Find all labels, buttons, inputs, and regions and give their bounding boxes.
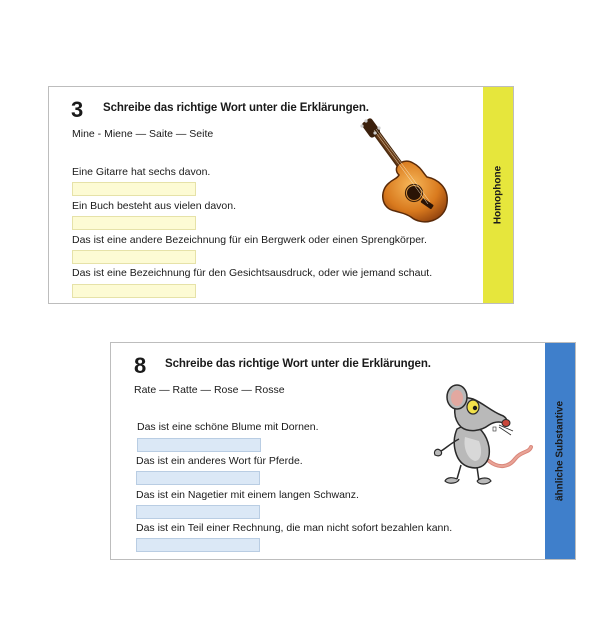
answer-field-2[interactable] [72, 216, 196, 230]
word-list: Rate — Ratte — Rose — Rosse [134, 384, 285, 396]
question-3: Das ist eine andere Bezeichnung für ein Bergwerk oder einen Sprengkörper. [72, 234, 427, 246]
exercise-number: 3 [71, 97, 84, 122]
question-2: Das ist ein anderes Wort für Pferde. [136, 455, 303, 467]
guitar-illustration [351, 117, 457, 229]
exercise-title: Schreibe das richtige Wort unter die Erklärungen. [103, 102, 369, 114]
question-3: Das ist ein Nagetier mit einem langen Schwanz. [136, 489, 359, 501]
rat-illustration [429, 381, 535, 489]
topic-tab [545, 343, 575, 559]
question-1: Eine Gitarre hat sechs davon. [72, 166, 211, 178]
exercise-title: Schreibe das richtige Wort unter die Erklärungen. [165, 358, 431, 370]
exercise-card-similar-nouns [110, 342, 576, 560]
answer-field-3[interactable] [136, 505, 260, 519]
topic-tab-label: Homophone [492, 165, 504, 225]
exercise-card-homophone [48, 86, 514, 304]
answer-field-3[interactable] [72, 250, 196, 264]
question-4: Das ist eine Bezeichnung für den Gesichtsausdruck, oder wie jemand schaut. [72, 267, 433, 279]
word-list: Mine - Miene — Saite — Seite [72, 128, 214, 140]
exercise-number: 8 [134, 353, 147, 378]
answer-field-1[interactable] [72, 182, 196, 196]
question-1: Das ist eine schöne Blume mit Dornen. [137, 421, 319, 433]
answer-field-4[interactable] [72, 284, 196, 298]
answer-field-4[interactable] [136, 538, 260, 552]
answer-field-2[interactable] [136, 471, 260, 485]
topic-tab [483, 87, 513, 303]
answer-field-1[interactable] [137, 438, 261, 452]
question-4: Das ist ein Teil einer Rechnung, die man nicht sofort bezahlen kann. [136, 522, 453, 534]
topic-tab-label: ähnliche Substantive [554, 400, 566, 502]
question-2: Ein Buch besteht aus vielen davon. [72, 200, 237, 212]
